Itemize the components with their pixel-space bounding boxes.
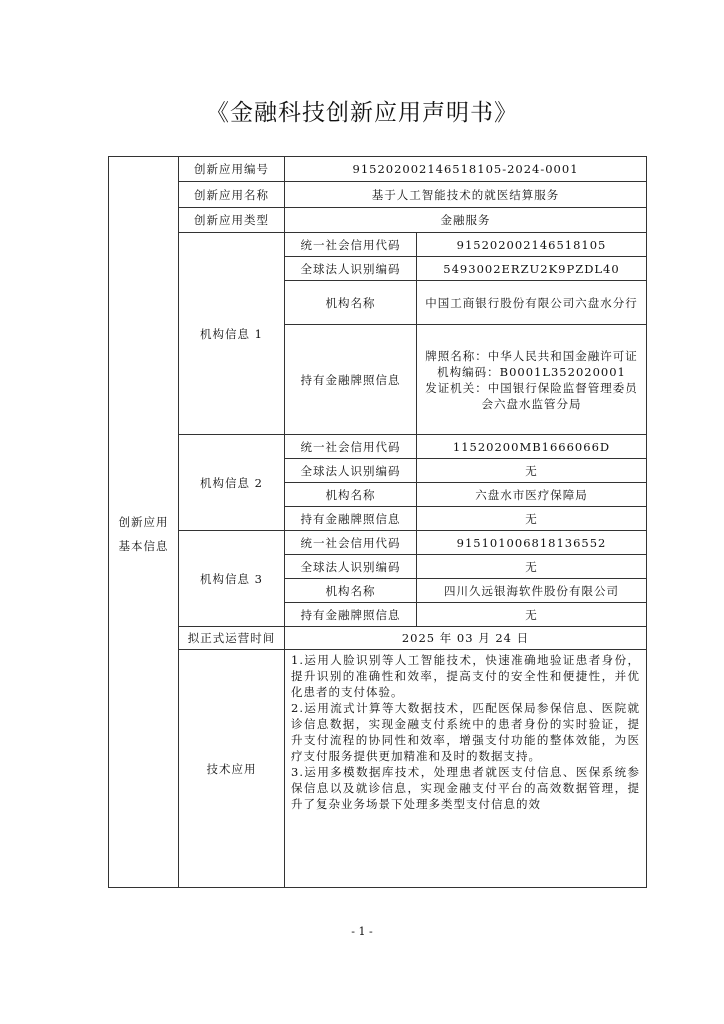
page-number: - 1 - [351, 925, 373, 938]
launch-label: 拟正式运营时间 [179, 627, 285, 650]
org3-license-value: 无 [417, 603, 647, 627]
org3-lei-value: 无 [417, 555, 647, 579]
app-name-label: 创新应用名称 [179, 182, 285, 208]
tech-item: 2.运用流式计算等大数据技术，匹配医保局参保信息、医院就诊信息数据，实现金融支付系统中的患者身份的实时验证，提升支付流程的协同性和效率，增强支付功能的整体效能，为医疗支付服务提供更加精准和及时的数据支持。 [291, 701, 641, 763]
section-label: 创新应用 基本信息 [118, 515, 169, 553]
declaration-table [108, 156, 647, 888]
org2-label: 机构信息 2 [179, 435, 285, 531]
org3-credit-code-value: 915101006818136552 [417, 531, 647, 555]
org3-name-value: 四川久远银海软件股份有限公司 [417, 579, 647, 603]
org2-name-value: 六盘水市医疗保障局 [417, 483, 647, 507]
org2-name-label: 机构名称 [285, 483, 417, 507]
tech-value [285, 650, 647, 888]
org2-lei-value: 无 [417, 459, 647, 483]
org1-lei-label: 全球法人识别编码 [285, 257, 417, 281]
org3-name-label: 机构名称 [285, 579, 417, 603]
org2-license-label: 持有金融牌照信息 [285, 507, 417, 531]
org3-license-label: 持有金融牌照信息 [285, 603, 417, 627]
org2-lei-label: 全球法人识别编码 [285, 459, 417, 483]
org1-label: 机构信息 1 [179, 233, 285, 435]
org2-license-value: 无 [417, 507, 647, 531]
tech-item: 1.运用人脸识别等人工智能技术，快速准确地验证患者身份，提升识别的准确性和效率，提高支付的安全性和便捷性，并优化患者的支付体验。 [291, 653, 641, 699]
org2-credit-code-value: 11520200MB1666066D [417, 435, 647, 459]
launch-value: 2025 年 03 月 24 日 [285, 627, 647, 650]
app-number-label: 创新应用编号 [179, 157, 285, 182]
org1-license-value [417, 325, 647, 435]
org1-name-value: 中国工商银行股份有限公司六盘水分行 [417, 281, 647, 325]
org3-label: 机构信息 3 [179, 531, 285, 627]
org1-credit-code-value: 915202002146518105 [417, 233, 647, 257]
org1-license-label: 持有金融牌照信息 [285, 325, 417, 435]
org1-lei-value: 5493002ERZU2K9PZDL40 [417, 257, 647, 281]
document-title: 《金融科技创新应用声明书》 [206, 100, 518, 126]
section-label-cell [109, 157, 179, 888]
tech-label: 技术应用 [179, 650, 285, 888]
org1-name-label: 机构名称 [285, 281, 417, 325]
tech-item: 3.运用多模数据库技术，处理患者就医支付信息、医保系统参保信息以及就诊信息，实现金融支付平台的高效数据管理，提升了复杂业务场景下处理多类型支付信息的效 [291, 765, 641, 811]
org3-credit-code-label: 统一社会信用代码 [285, 531, 417, 555]
app-number-value: 915202002146518105-2024-0001 [285, 157, 647, 182]
org3-lei-label: 全球法人识别编码 [285, 555, 417, 579]
org1-credit-code-label: 统一社会信用代码 [285, 233, 417, 257]
org2-credit-code-label: 统一社会信用代码 [285, 435, 417, 459]
org1-license-line: 机构编码：B0001L352020001 [437, 364, 626, 379]
org1-license-line: 发证机关：中国银行保险监督管理委员会六盘水监管分局 [425, 380, 638, 411]
app-name-value: 基于人工智能技术的就医结算服务 [285, 182, 647, 208]
org1-license-line: 牌照名称：中华人民共和国金融许可证 [425, 348, 638, 363]
app-type-label: 创新应用类型 [179, 208, 285, 233]
app-type-value: 金融服务 [285, 208, 647, 233]
